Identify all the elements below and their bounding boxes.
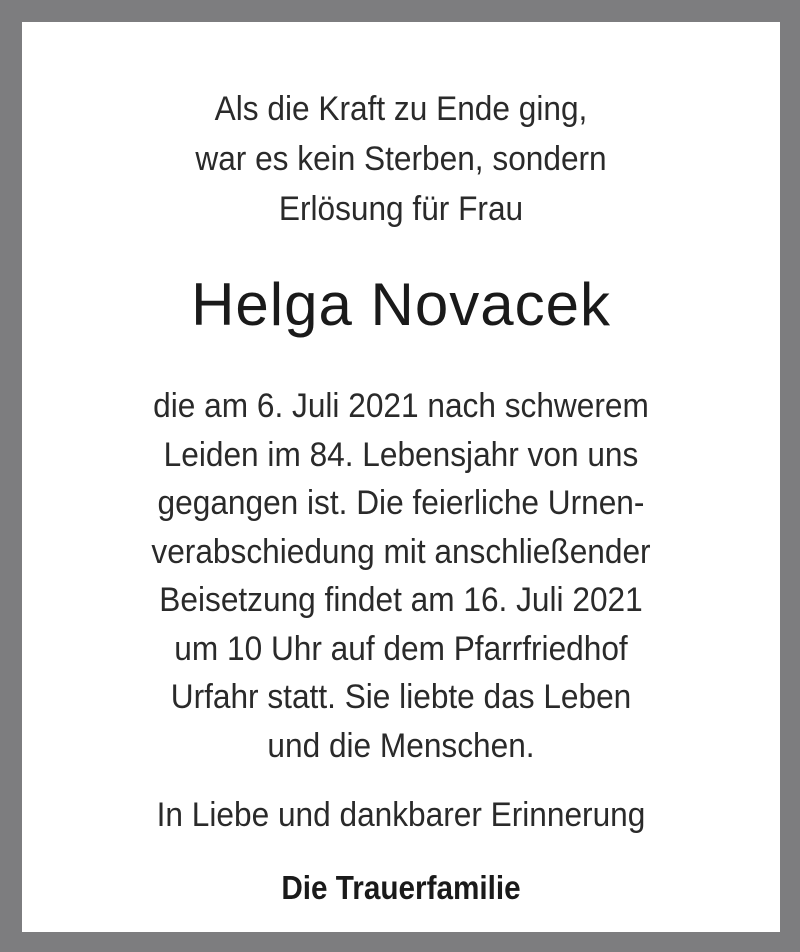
body-line-8: und die Menschen.: [267, 726, 535, 765]
body-line-6: um 10 Uhr auf dem Pfarrfriedhof: [174, 629, 628, 668]
body-line-7: Urfahr statt. Sie liebte das Leben: [170, 678, 632, 716]
body-line-4: verabschiedung mit anschließender: [151, 532, 651, 571]
closing-line: In Liebe und dankbarer Erinnerung: [156, 796, 646, 834]
intro-line-2: war es kein Sterben, sondern: [195, 140, 607, 178]
notice-body: [49, 382, 754, 770]
body-line-2: Leiden im 84. Lebensjahr von uns: [163, 435, 639, 474]
body-line-5: Beisetzung findet am 16. Juli 2021: [159, 581, 643, 619]
body-line-3: gegangen ist. Die feierliche Urnen-: [157, 484, 645, 522]
signature: Die Trauerfamilie: [281, 869, 521, 906]
intro-verse: [49, 84, 754, 234]
body-line-1: die am 6. Juli 2021 nach schwerem: [153, 387, 649, 425]
intro-line-1: Als die Kraft zu Ende ging,: [214, 90, 588, 128]
obituary-card: [22, 22, 780, 932]
deceased-name: Helga Novacek: [191, 271, 611, 338]
intro-line-3: Erlösung für Frau: [278, 190, 524, 228]
